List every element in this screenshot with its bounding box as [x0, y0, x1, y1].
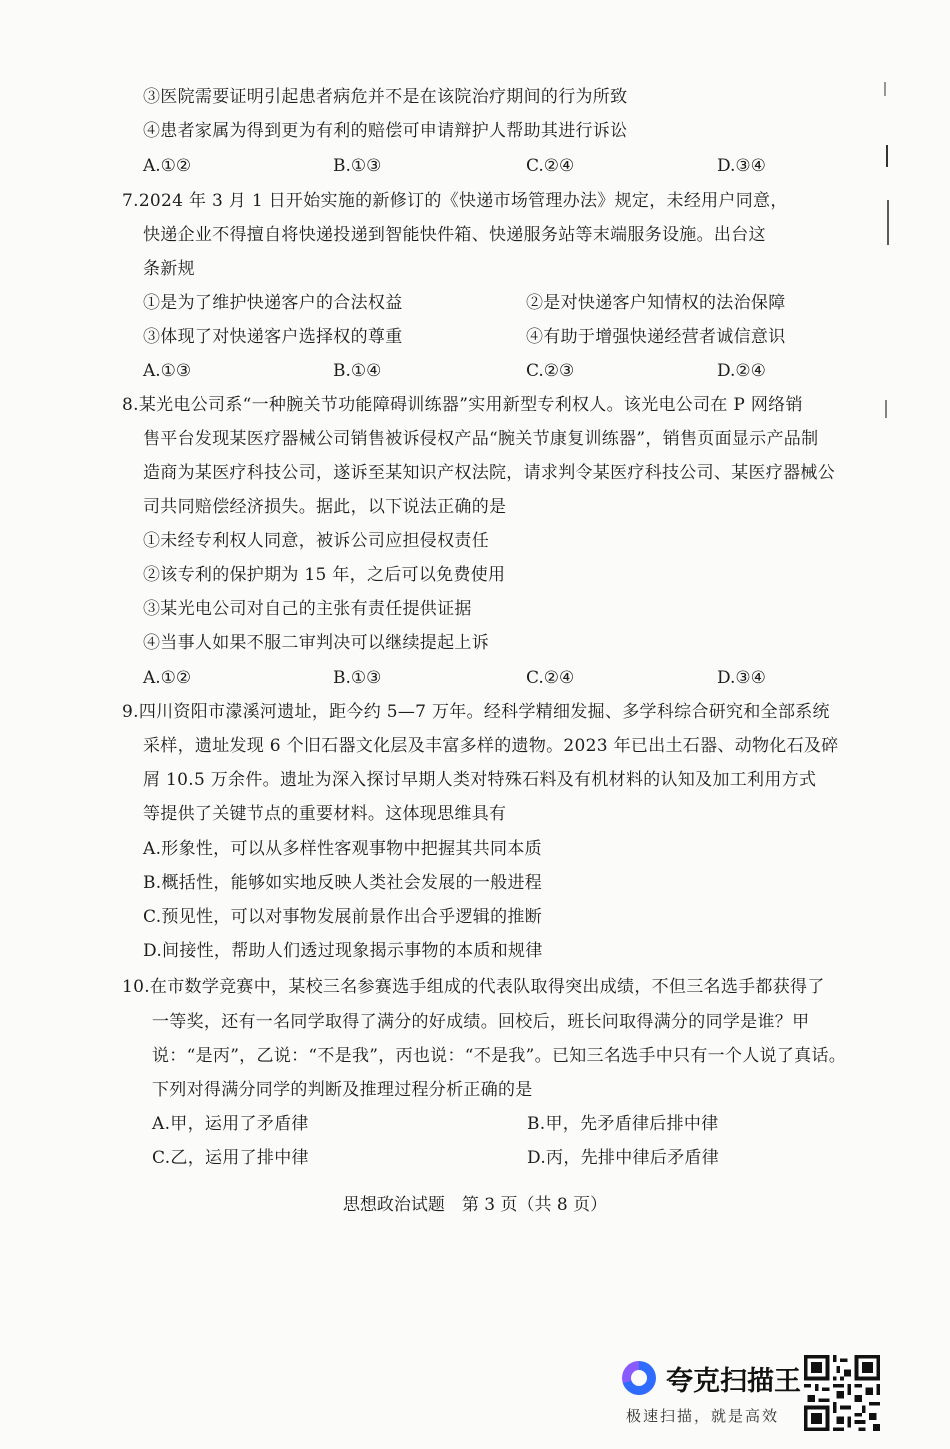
- q7-statement-1: ①是为了维护快递客户的合法权益: [143, 293, 403, 313]
- q7-option-d: D.②④: [717, 361, 766, 381]
- q6-option-c: C.②④: [526, 156, 575, 176]
- q8-stem-line-1: 8.某光电公司系“一种腕关节功能障碍训练器”实用新型专利权人。该光电公司在 P 网络销: [122, 395, 803, 415]
- q8-option-d: D.③④: [717, 668, 766, 688]
- qr-code-icon: [804, 1355, 880, 1431]
- q8-option-c: C.②④: [526, 668, 575, 688]
- q10-option-a: A.甲，运用了矛盾律: [152, 1114, 309, 1134]
- q10-stem-line-2: 一等奖，还有一名同学取得了满分的好成绩。回校后，班长问取得满分的同学是谁？甲: [152, 1012, 810, 1032]
- q8-stem-line-3: 造商为某医疗科技公司，遂诉至某知识产权法院，请求判令某医疗科技公司、某医疗器械公: [143, 463, 835, 483]
- q8-stem-line-2: 售平台发现某医疗器械公司销售被诉侵权产品“腕关节康复训练器”，销售页面显示产品制: [143, 429, 819, 449]
- q9-stem-line-3: 屑 10.5 万余件。遗址为深入探讨早期人类对特殊石料及有机材料的认知及加工利用方式: [143, 770, 817, 790]
- q7-stem-line-2: 快递企业不得擅自将快递投递到智能快件箱、快递服务站等末端服务设施。出台这: [143, 225, 766, 245]
- q7-statement-4: ④有助于增强快递经营者诚信意识: [526, 327, 786, 347]
- q10-option-c: C.乙，运用了排中律: [152, 1148, 309, 1168]
- q8-option-a: A.①②: [143, 668, 192, 688]
- q6-option-d: D.③④: [717, 156, 766, 176]
- q10-stem-line-3: 说：“是丙”，乙说：“不是我”，丙也说：“不是我”。已知三名选手中只有一个人说了真话。: [152, 1046, 847, 1066]
- q8-statement-1: ①未经专利权人同意，被诉公司应担侵权责任: [143, 531, 489, 551]
- watermark-title: 夸克扫描王: [666, 1366, 801, 1397]
- scan-mark: [886, 145, 888, 167]
- q7-option-c: C.②③: [526, 361, 575, 381]
- q10-stem-line-1: 10.在市数学竞赛中，某校三名参赛选手组成的代表队取得突出成绩，不但三名选手都获得了: [122, 977, 825, 997]
- q7-statement-3: ③体现了对快递客户选择权的尊重: [143, 327, 403, 347]
- q9-stem-line-2: 采样，遗址发现 6 个旧石器文化层及丰富多样的遗物。2023 年已出土石器、动物化石及碎: [143, 736, 839, 756]
- q7-stem-line-1: 7.2024 年 3 月 1 日开始实施的新修订的《快递市场管理办法》规定，未经用户同意，: [122, 191, 788, 211]
- scan-mark: [884, 82, 886, 96]
- q9-option-d: D.间接性，帮助人们透过现象揭示事物的本质和规律: [143, 941, 543, 961]
- q6-option-a: A.①②: [143, 156, 192, 176]
- q8-statement-3: ③某光电公司对自己的主张有责任提供证据: [143, 599, 472, 619]
- q7-statement-2: ②是对快递客户知情权的法治保障: [526, 293, 786, 313]
- q9-stem-line-1: 9.四川资阳市濛溪河遗址，距今约 5—7 万年。经科学精细发掘、多学科综合研究和全部系统: [122, 702, 830, 722]
- q9-option-b: B.概括性，能够如实地反映人类社会发展的一般进程: [143, 873, 543, 893]
- q7-option-a: A.①③: [143, 361, 192, 381]
- scan-mark: [885, 400, 887, 418]
- q8-option-b: B.①③: [333, 668, 382, 688]
- q9-option-c: C.预见性，可以对事物发展前景作出合乎逻辑的推断: [143, 907, 543, 927]
- watermark-subtitle: 极速扫描，就是高效: [626, 1407, 780, 1425]
- quark-logo-icon: [622, 1361, 656, 1395]
- q10-option-d: D.丙，先排中律后矛盾律: [527, 1148, 720, 1168]
- scanner-watermark: [622, 1355, 922, 1435]
- q8-statement-4: ④当事人如果不服二审判决可以继续提起上诉: [143, 633, 489, 653]
- q9-stem-line-4: 等提供了关键节点的重要材料。这体现思维具有: [143, 804, 507, 824]
- q8-stem-line-4: 司共同赔偿经济损失。据此，以下说法正确的是: [143, 497, 507, 517]
- page-footer: 思想政治试题 第 3 页（共 8 页）: [342, 1195, 608, 1215]
- q8-statement-2: ②该专利的保护期为 15 年，之后可以免费使用: [143, 565, 506, 585]
- q6-statement-4: ④患者家属为得到更为有利的赔偿可申请辩护人帮助其进行诉讼: [143, 121, 628, 141]
- q6-statement-3: ③医院需要证明引起患者病危并不是在该院治疗期间的行为所致: [143, 87, 628, 107]
- q7-stem-line-3: 条新规: [143, 259, 195, 279]
- q6-option-b: B.①③: [333, 156, 382, 176]
- q10-option-b: B.甲，先矛盾律后排中律: [527, 1114, 719, 1134]
- scan-mark: [887, 200, 889, 245]
- q7-option-b: B.①④: [333, 361, 382, 381]
- q10-stem-line-4: 下列对得满分同学的判断及推理过程分析正确的是: [152, 1080, 533, 1100]
- q9-option-a: A.形象性，可以从多样性客观事物中把握其共同本质: [143, 839, 542, 859]
